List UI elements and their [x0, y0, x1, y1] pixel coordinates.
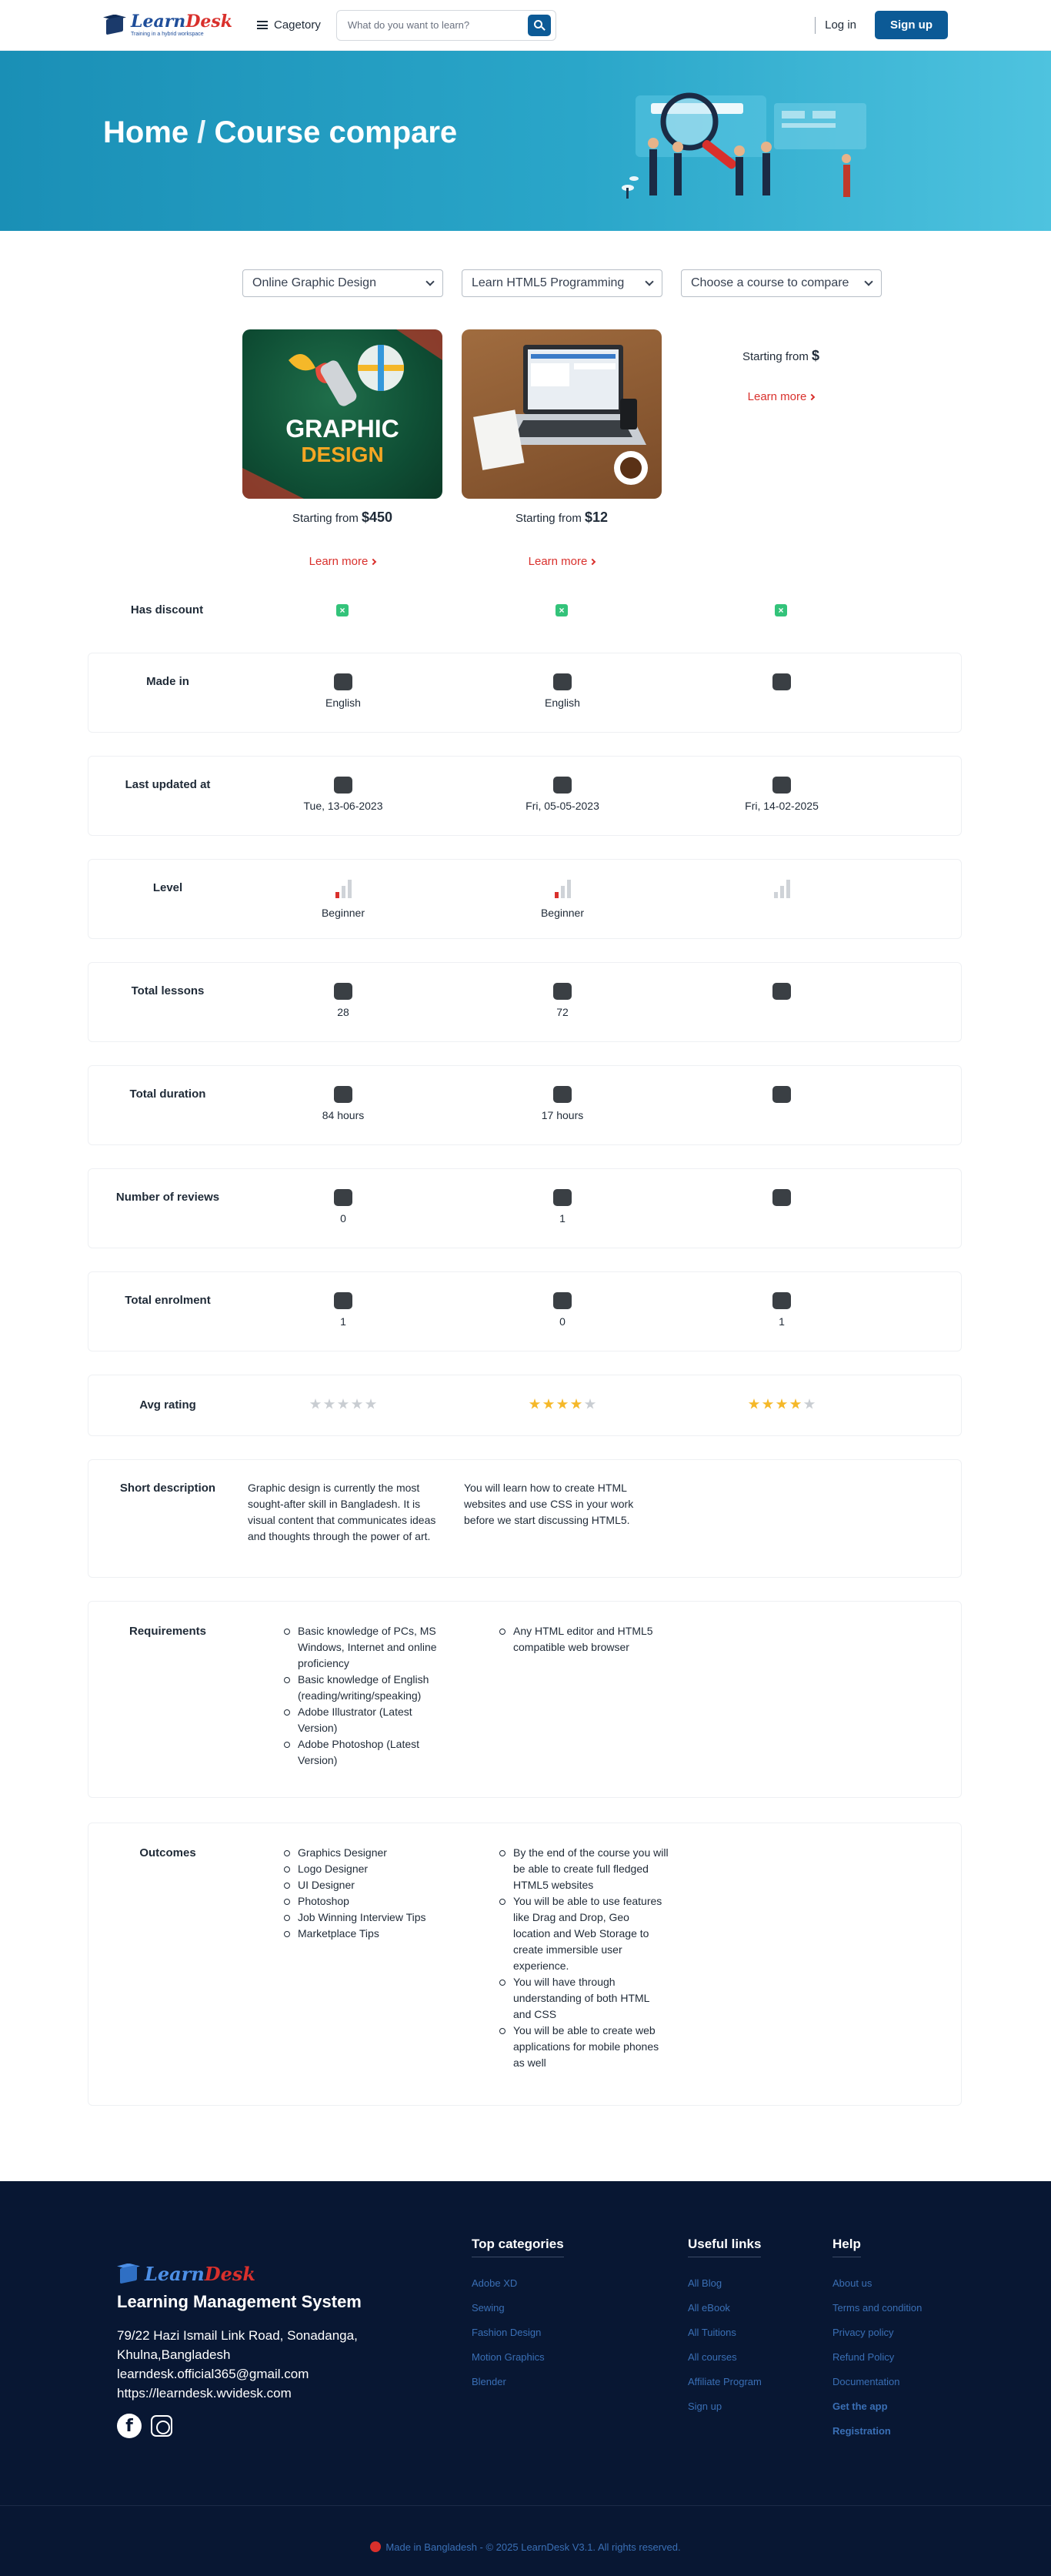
- cell-discount-3: [681, 603, 881, 616]
- star-filled-icon: [557, 1398, 569, 1410]
- list-item: Basic knowledge of English (reading/writing/speaking): [284, 1672, 453, 1704]
- chat-icon: [772, 1189, 791, 1206]
- cell-lessons-1: [243, 983, 443, 1018]
- cell-updated-3: [682, 777, 882, 812]
- cell-reviews-3: [682, 1189, 882, 1212]
- book-icon: [772, 983, 791, 1000]
- cell-duration-2: [462, 1086, 662, 1121]
- row-label: Number of reviews: [115, 1191, 220, 1204]
- search-input[interactable]: [348, 19, 528, 31]
- row-outcomes: [88, 1823, 962, 2106]
- footer-link[interactable]: Blender: [472, 2376, 506, 2387]
- course-1-description: Graphic design is currently the most sought-after skill in Bangladesh. It is visual content that communicates ideas and thoughts through the power of art.: [248, 1482, 436, 1542]
- cell-value: 0: [340, 1212, 346, 1225]
- search-bar: [336, 10, 556, 41]
- level-bar: [561, 886, 565, 898]
- course-1-price: $450: [362, 510, 393, 525]
- star-filled-icon: [790, 1398, 802, 1410]
- course-card-2: [462, 329, 662, 569]
- breadcrumb-separator: /: [197, 115, 206, 149]
- copyright-text: [0, 2541, 1051, 2553]
- breadcrumb-current: Course compare: [214, 115, 458, 149]
- row-label: Total lessons: [131, 984, 205, 997]
- users-icon: [334, 1292, 352, 1309]
- course-select-2-value: Learn HTML5 Programming: [472, 276, 625, 289]
- login-link[interactable]: Log in: [825, 18, 856, 32]
- star-empty-icon: [365, 1398, 377, 1410]
- footer-link[interactable]: All Blog: [688, 2277, 722, 2289]
- cell-duration-1: [243, 1086, 443, 1121]
- footer-link[interactable]: About us: [832, 2277, 872, 2289]
- cell-language-2: [462, 673, 662, 709]
- cell-discount-1: [242, 603, 442, 616]
- footer-link[interactable]: All eBook: [688, 2302, 730, 2314]
- level-bar: [786, 880, 790, 898]
- list-item: UI Designer: [284, 1877, 453, 1893]
- logo-icon: [103, 15, 126, 36]
- whatsapp-icon[interactable]: [151, 2415, 172, 2437]
- footer-useful-links: [688, 2237, 762, 2419]
- cell-lessons-3: [682, 983, 882, 1006]
- cell-level-1: [243, 880, 443, 919]
- cell-value: 84 hours: [322, 1109, 365, 1121]
- chat-icon: [334, 1189, 352, 1206]
- footer-link[interactable]: Sign up: [688, 2401, 722, 2412]
- cell-value: 72: [556, 1006, 569, 1018]
- footer-column-heading: Top categories: [472, 2237, 564, 2257]
- language-icon: [772, 673, 791, 690]
- row-level: [88, 859, 962, 939]
- footer-logo[interactable]: [117, 2263, 255, 2285]
- list-item: Adobe Photoshop (Latest Version): [284, 1736, 453, 1769]
- starting-from-label: Starting from: [515, 512, 582, 525]
- row-total-lessons: [88, 962, 962, 1042]
- course-card-1: [242, 329, 442, 569]
- cell-value: Beginner: [540, 907, 585, 919]
- row-made-in: [88, 653, 962, 733]
- list-item: You will be able to use features like Drag and Drop, Geo location and Web Storage to create immersible user experience.: [499, 1893, 669, 1974]
- footer-link[interactable]: Fashion Design: [472, 2327, 542, 2338]
- stopwatch-icon: [553, 1086, 572, 1103]
- calendar-icon: [772, 777, 791, 794]
- row-number-of-reviews: [88, 1168, 962, 1248]
- star-empty-icon: [310, 1398, 322, 1410]
- course-2-outcomes: [499, 1845, 669, 2071]
- stopwatch-icon: [334, 1086, 352, 1103]
- row-label: Made in: [146, 675, 189, 688]
- list-item: Photoshop: [284, 1893, 453, 1909]
- level-bars-icon: [774, 880, 790, 898]
- row-last-updated: [88, 756, 962, 836]
- footer-link[interactable]: Get the app: [832, 2401, 888, 2412]
- course-3-learn-more-link[interactable]: [748, 390, 815, 403]
- users-icon: [772, 1292, 791, 1309]
- level-bar: [774, 892, 778, 898]
- signup-button[interactable]: Sign up: [875, 11, 948, 39]
- graphic-design-illustration: [242, 329, 442, 499]
- laptop-illustration: [462, 329, 662, 499]
- footer-title: Learning Management System: [117, 2292, 362, 2311]
- stopwatch-icon: [772, 1086, 791, 1103]
- category-label: Cagetory: [274, 18, 321, 32]
- no-discount-icon: ×: [775, 604, 787, 616]
- search-button[interactable]: [528, 15, 551, 36]
- book-icon: [334, 983, 352, 1000]
- cell-value: Fri, 14-02-2025: [745, 800, 819, 812]
- footer-link[interactable]: Documentation: [832, 2376, 900, 2387]
- cell-updated-1: [243, 777, 443, 812]
- chevron-right-icon: [589, 559, 596, 565]
- row-label: Total duration: [129, 1088, 206, 1101]
- facebook-icon[interactable]: f: [117, 2414, 142, 2438]
- footer-contact: [117, 2326, 379, 2403]
- calendar-icon: [553, 777, 572, 794]
- logo-tagline: Training in a hybrid workspace: [131, 32, 204, 37]
- top-navbar: [0, 0, 1051, 51]
- language-icon: [334, 673, 352, 690]
- cell-rating-1: [243, 1398, 443, 1412]
- row-label: Total enrolment: [125, 1294, 211, 1307]
- language-icon: [553, 673, 572, 690]
- address-line-1: 79/22 Hazi Ismail Link Road, Sonadanga,: [117, 2328, 358, 2343]
- course-2-requirements: [499, 1623, 669, 1656]
- rating-stars: [310, 1398, 377, 1410]
- cell-value: English: [325, 697, 361, 709]
- footer-link[interactable]: Terms and condition: [832, 2302, 923, 2314]
- cell-value: 0: [559, 1315, 566, 1328]
- cell-updated-2: [462, 777, 662, 812]
- course-2-learn-more-link[interactable]: [529, 555, 596, 568]
- level-bar: [348, 880, 352, 898]
- cell-value: 1: [559, 1212, 566, 1225]
- cell-rating-2: [462, 1398, 662, 1412]
- star-filled-icon: [762, 1398, 774, 1410]
- footer-link[interactable]: Registration: [832, 2425, 891, 2437]
- page-title: [103, 115, 457, 150]
- footer-link[interactable]: All Tuitions: [688, 2327, 736, 2338]
- footer-link[interactable]: Privacy policy: [832, 2327, 894, 2338]
- star-filled-icon: [571, 1398, 582, 1410]
- course-1-learn-more-link[interactable]: [309, 555, 376, 568]
- level-bar: [335, 892, 339, 898]
- site-footer: [0, 2181, 1051, 2576]
- hamburger-icon: [257, 21, 268, 29]
- list-item: Any HTML editor and HTML5 compatible web browser: [499, 1623, 669, 1656]
- row-label: Avg rating: [139, 1398, 196, 1412]
- cell-value: 1: [340, 1315, 346, 1328]
- breadcrumb-home[interactable]: Home: [103, 115, 189, 149]
- course-select-1[interactable]: [242, 269, 443, 297]
- level-bar: [567, 880, 571, 898]
- search-icon: [534, 20, 542, 28]
- site-logo[interactable]: [103, 13, 234, 37]
- list-item: Logo Designer: [284, 1861, 453, 1877]
- learn-more-label: Learn more: [528, 555, 588, 568]
- footer-email[interactable]: learndesk.official365@gmail.com: [117, 2367, 309, 2381]
- star-filled-icon: [749, 1398, 760, 1410]
- course-3-price-line: [681, 348, 881, 364]
- row-label: Last updated at: [125, 778, 211, 791]
- list-item: Marketplace Tips: [284, 1926, 453, 1942]
- cell-value: Fri, 05-05-2023: [526, 800, 599, 812]
- list-item: You will be able to create web applications for mobile phones as well: [499, 2023, 669, 2071]
- course-1-outcomes: [284, 1845, 453, 1942]
- footer-help: [832, 2237, 922, 2444]
- course-2-price: $12: [585, 510, 609, 525]
- starting-from-label: Starting from: [742, 350, 809, 363]
- row-label: Outcomes: [139, 1846, 196, 1859]
- cell-reviews-1: [243, 1189, 443, 1225]
- footer-link[interactable]: Refund Policy: [832, 2351, 895, 2363]
- cell-value: 1: [779, 1315, 785, 1328]
- calendar-icon: [334, 777, 352, 794]
- social-links: [117, 2414, 172, 2438]
- chevron-right-icon: [809, 394, 815, 400]
- logo-brand-part2: Desk: [185, 12, 233, 32]
- footer-link[interactable]: Motion Graphics: [472, 2351, 545, 2363]
- logo-icon: [117, 2264, 140, 2285]
- course-select-3-value: Choose a course to compare: [691, 276, 849, 289]
- row-avg-rating: [88, 1375, 962, 1436]
- course-select-1-value: Online Graphic Design: [252, 276, 376, 289]
- row-short-description: [88, 1459, 962, 1578]
- footer-divider: [0, 2505, 1051, 2506]
- cell-rating-3: [682, 1398, 882, 1412]
- chevron-right-icon: [370, 559, 376, 565]
- course-3-price: $: [812, 348, 820, 363]
- learn-more-label: Learn more: [747, 390, 807, 403]
- footer-column-heading: Useful links: [688, 2237, 761, 2257]
- starting-from-label: Starting from: [292, 512, 359, 525]
- learn-more-label: Learn more: [309, 555, 369, 568]
- star-empty-icon: [804, 1398, 816, 1410]
- cell-enrolment-2: [462, 1292, 662, 1328]
- list-item: Adobe Illustrator (Latest Version): [284, 1704, 453, 1736]
- row-total-duration: [88, 1065, 962, 1145]
- list-item: By the end of the course you will be able to create full fledged HTML5 websites: [499, 1845, 669, 1893]
- cell-value: English: [545, 697, 580, 709]
- hero-illustration: [620, 80, 913, 211]
- star-empty-icon: [585, 1398, 596, 1410]
- level-bar: [780, 886, 784, 898]
- footer-link[interactable]: All courses: [688, 2351, 737, 2363]
- cell-level-2: [462, 880, 662, 919]
- cell-value: 28: [337, 1006, 349, 1018]
- thumb-text-1: GRAPHIC: [285, 415, 399, 443]
- level-bar: [555, 892, 559, 898]
- level-bars-icon: [555, 880, 571, 898]
- row-total-enrolment: [88, 1271, 962, 1351]
- cell-value: Beginner: [321, 907, 365, 919]
- row-label: Short description: [119, 1482, 216, 1495]
- thumb-text-2: DESIGN: [301, 443, 384, 466]
- level-bars-icon: [335, 880, 352, 898]
- rating-stars: [529, 1398, 596, 1410]
- cell-duration-3: [682, 1086, 882, 1109]
- course-selectors: [0, 269, 1051, 300]
- cell-value: Tue, 13-06-2023: [303, 800, 383, 812]
- row-label: Has discount: [130, 603, 204, 616]
- chevron-down-icon: [425, 277, 434, 286]
- star-filled-icon: [543, 1398, 555, 1410]
- chat-icon: [553, 1189, 572, 1206]
- footer-brand-part1: Learn: [145, 2263, 205, 2285]
- logo-brand-part1: Learn: [131, 12, 186, 32]
- chevron-down-icon: [645, 277, 653, 286]
- cell-language-1: [243, 673, 443, 709]
- hero-banner: [0, 51, 1051, 231]
- bangladesh-flag-icon: [370, 2541, 381, 2552]
- star-filled-icon: [776, 1398, 788, 1410]
- book-icon: [553, 983, 572, 1000]
- course-thumbnail-graphic-design[interactable]: [242, 329, 442, 499]
- footer-column-heading: Help: [832, 2237, 861, 2257]
- cell-level-3: [682, 880, 882, 907]
- copyright-label: Made in Bangladesh - © 2025 LearnDesk V3.1. All rights reserved.: [385, 2541, 681, 2553]
- course-select-3[interactable]: [681, 269, 882, 297]
- cell-lessons-2: [462, 983, 662, 1018]
- footer-link[interactable]: Adobe XD: [472, 2277, 518, 2289]
- footer-link[interactable]: Affiliate Program: [688, 2376, 762, 2387]
- no-discount-icon: ×: [336, 604, 349, 616]
- row-label: Level: [152, 881, 183, 894]
- list-item: You will have through understanding of both HTML and CSS: [499, 1974, 669, 2023]
- cell-reviews-2: [462, 1189, 662, 1225]
- course-thumbnail-html5[interactable]: [462, 329, 662, 499]
- cell-enrolment-3: [682, 1292, 882, 1328]
- level-bar: [342, 886, 345, 898]
- cell-language-3: [682, 673, 882, 697]
- star-empty-icon: [324, 1398, 335, 1410]
- course-1-requirements: [284, 1623, 453, 1769]
- cell-discount-2: [462, 603, 662, 616]
- footer-link[interactable]: Sewing: [472, 2302, 505, 2314]
- list-item: Basic knowledge of PCs, MS Windows, Internet and online proficiency: [284, 1623, 453, 1672]
- category-menu-button[interactable]: [257, 18, 321, 32]
- address-line-2: Khulna,Bangladesh: [117, 2347, 231, 2362]
- cell-enrolment-1: [243, 1292, 443, 1328]
- footer-brand-part2: Desk: [204, 2263, 256, 2285]
- chevron-down-icon: [864, 277, 872, 286]
- users-icon: [553, 1292, 572, 1309]
- cell-value: 17 hours: [541, 1109, 584, 1121]
- course-2-price-line: [462, 510, 662, 526]
- list-item: Job Winning Interview Tips: [284, 1909, 453, 1926]
- row-label: Requirements: [128, 1625, 207, 1638]
- nav-divider: [815, 17, 816, 34]
- course-1-price-line: [242, 510, 442, 526]
- list-item: Graphics Designer: [284, 1845, 453, 1861]
- footer-top-categories: [472, 2237, 564, 2394]
- row-requirements: [88, 1601, 962, 1798]
- course-2-description: You will learn how to create HTML websites and use CSS in your work before we start discussing HTML5.: [464, 1482, 634, 1526]
- star-filled-icon: [529, 1398, 541, 1410]
- rating-stars: [749, 1398, 816, 1410]
- no-discount-icon: ×: [556, 604, 568, 616]
- footer-website[interactable]: https://learndesk.wvidesk.com: [117, 2386, 292, 2401]
- row-has-discount: [88, 597, 962, 628]
- course-card-3: [681, 348, 881, 404]
- course-select-2[interactable]: [462, 269, 662, 297]
- star-empty-icon: [352, 1398, 363, 1410]
- star-empty-icon: [338, 1398, 349, 1410]
